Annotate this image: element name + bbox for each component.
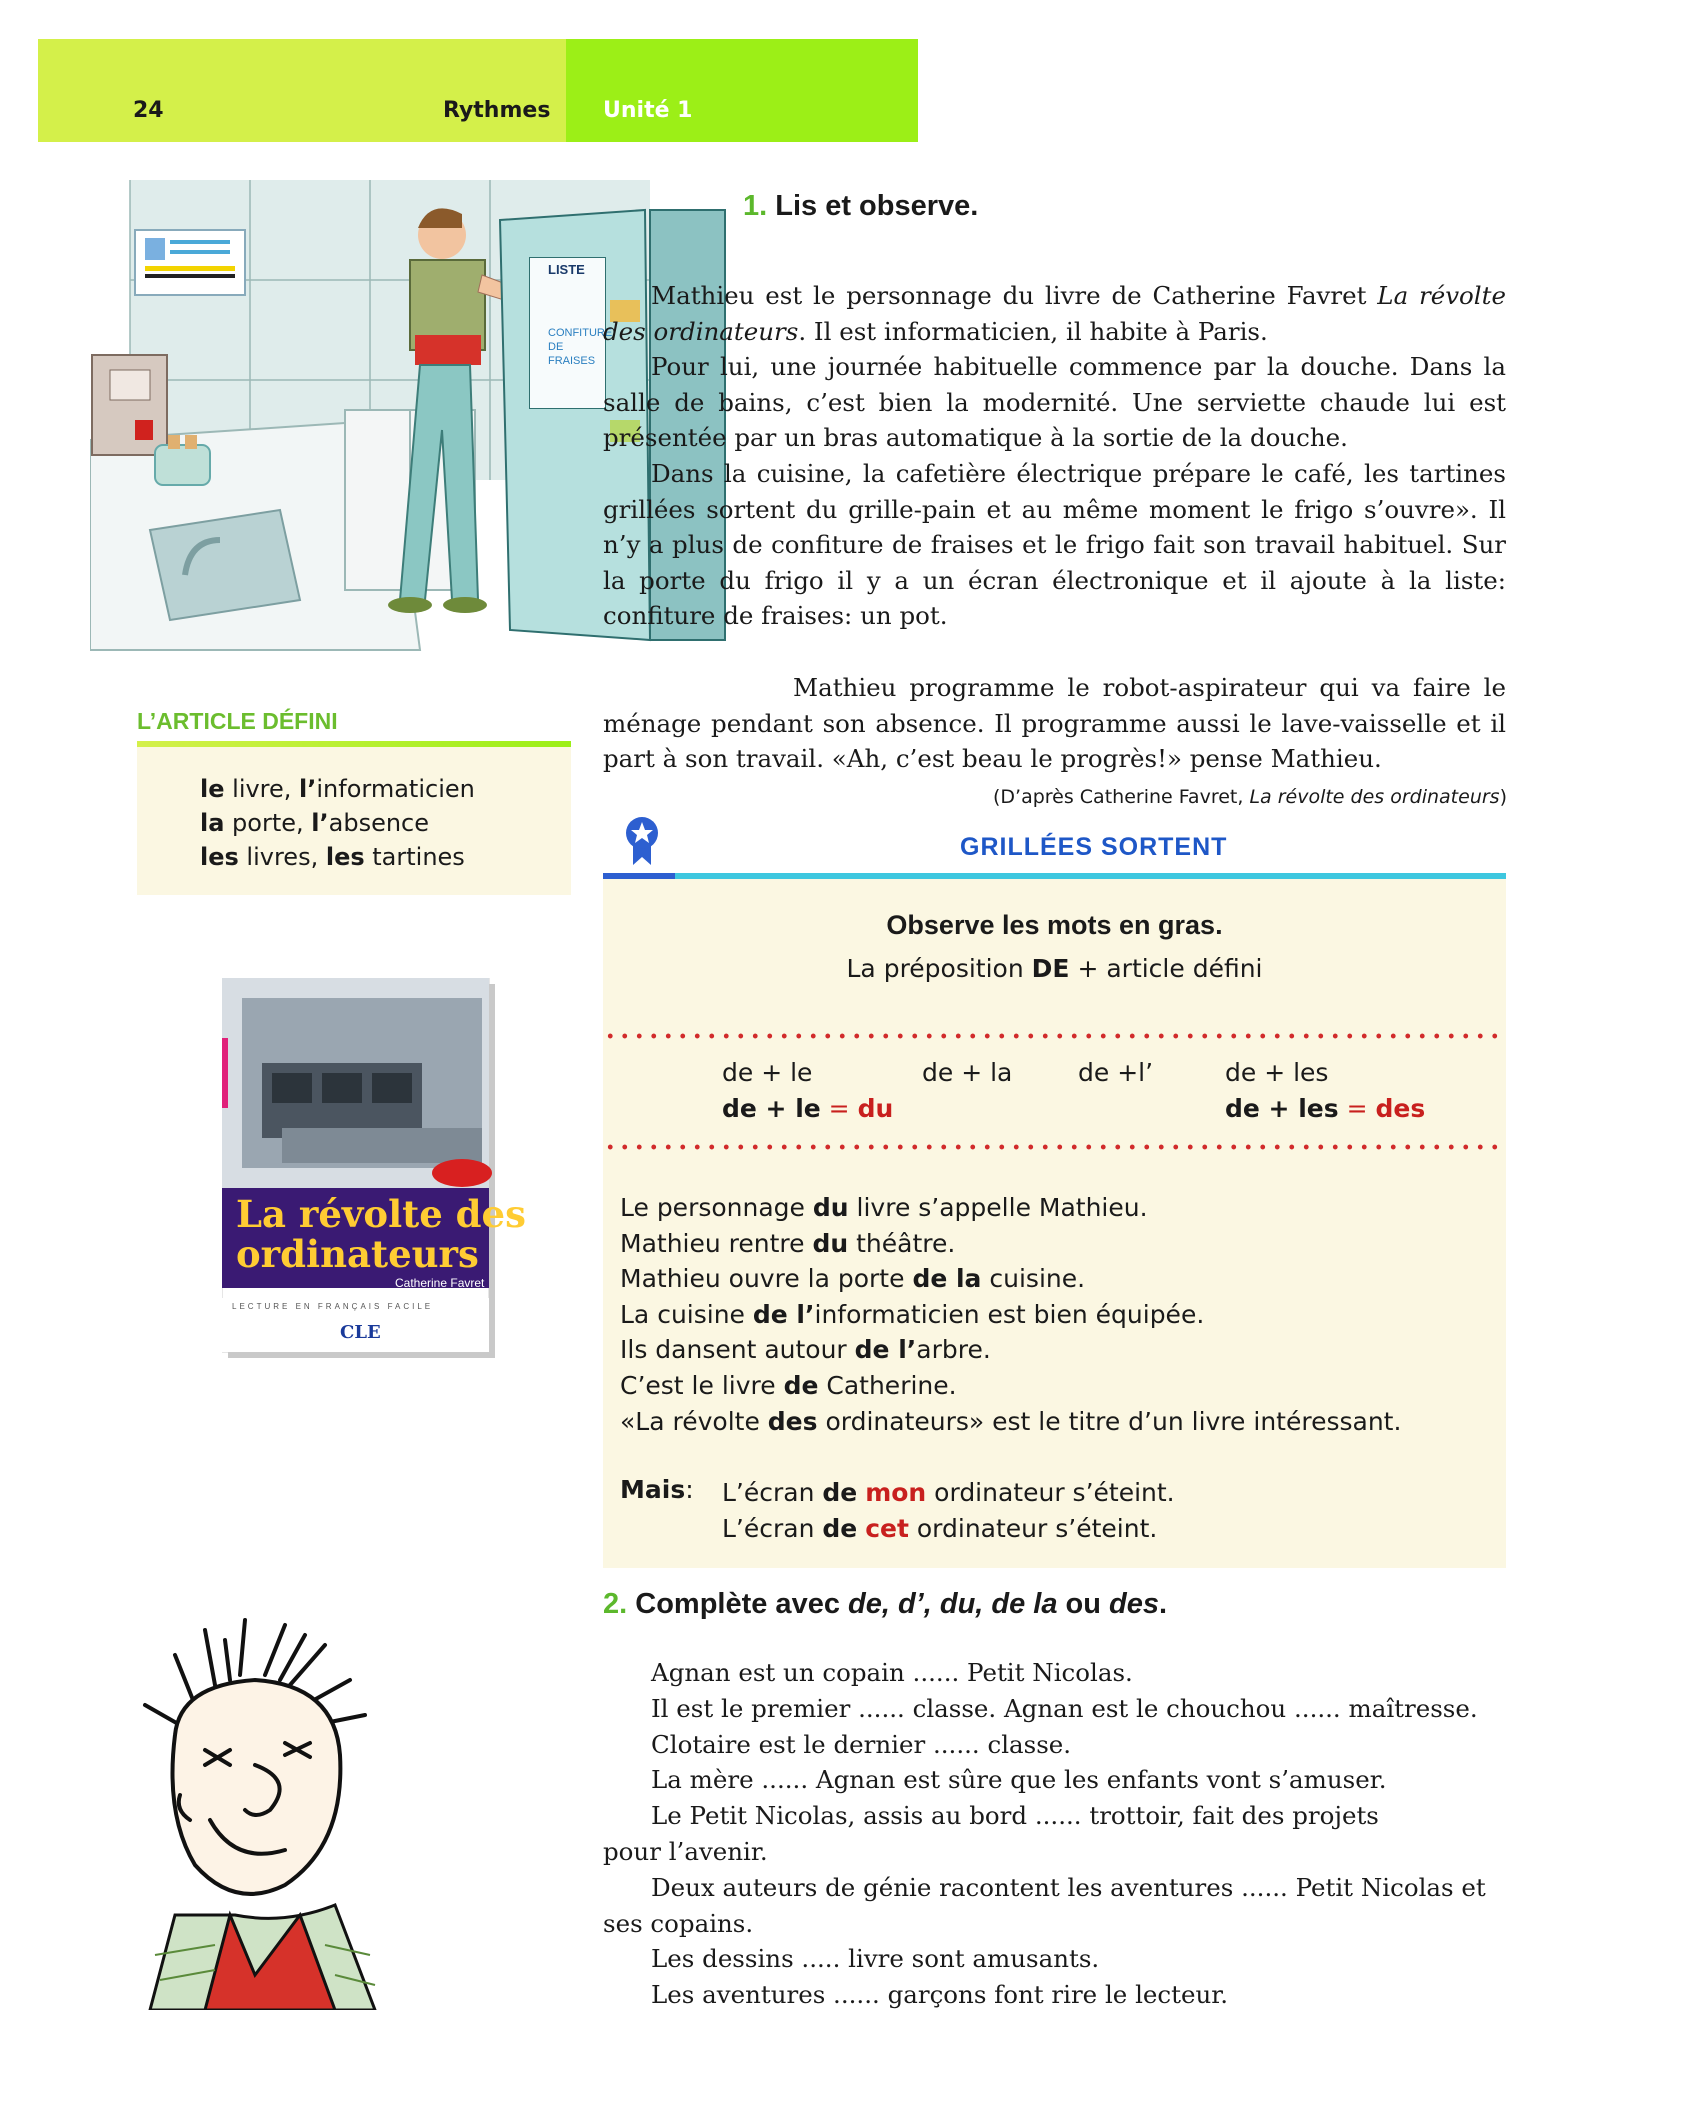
example-text: ordinateurs» est le titre d’un livre intéressant. — [817, 1406, 1402, 1436]
exercise2-line: Le Petit Nicolas, assis au bord ...... trottoir, fait des projets pour l’avenir. — [603, 1801, 1379, 1866]
book-cover-image — [222, 978, 495, 1358]
mais-text: L’écran — [722, 1513, 823, 1543]
example-text: livre s’appelle Mathieu. — [848, 1193, 1148, 1222]
exercise1-number: 1. — [743, 190, 768, 222]
exercise1-title: Lis et observe. — [775, 190, 979, 222]
source-prefix: (D’après Catherine Favret, — [992, 786, 1250, 808]
example-bold: de l’ — [854, 1335, 917, 1365]
article-word: les — [200, 843, 239, 871]
header-band-right — [566, 39, 918, 142]
example-text: La cuisine — [620, 1299, 753, 1329]
exercise2-title: . — [1159, 1588, 1168, 1620]
contraction-du — [722, 1094, 893, 1123]
book-cover-publisher: CLE — [340, 1322, 381, 1343]
contraction-result: des — [1375, 1094, 1426, 1123]
noun-text: informaticien — [316, 775, 475, 803]
article-word: l’ — [311, 809, 329, 837]
book-cover-author: Catherine Favret — [395, 1276, 485, 1290]
article-word: les — [325, 843, 365, 871]
subtitle-bold: DE — [1031, 954, 1070, 983]
subtitle-text: La préposition — [846, 954, 1032, 983]
paragraph-text: Dans la cuisine, la cafetière électrique prépare le café, les tartines grillées sortent du grille-pain et au même moment le frigo s’ouvre». Il n’y a plus de confiture de fraises et le frigo fait son travail habituel. Sur la porte du frigo il y a un écran électronique et il ajoute à la liste: confiture de fraises: un pot. — [603, 458, 1506, 631]
equals-sign: = — [1338, 1094, 1376, 1123]
reading-paragraph-1 — [603, 278, 1506, 349]
fridge-note-item: CONFITURE DE FRAISES — [548, 327, 613, 367]
exercise2-title-items: de, d’, du, de la — [848, 1588, 1058, 1620]
mais-de: de — [822, 1478, 858, 1507]
mais-text: ordinateur s’éteint. — [908, 1513, 1158, 1543]
contraction-lhs: de + les — [1225, 1094, 1339, 1123]
example-text: Mathieu rentre — [620, 1228, 813, 1258]
article-defini-underline — [137, 741, 571, 747]
source-title: La révolte des ordinateurs — [1249, 786, 1500, 808]
noun-text: tartines — [364, 843, 465, 871]
example-bold: du — [812, 1228, 849, 1258]
mais-examples — [722, 1475, 1175, 1546]
example-text: Le personnage — [620, 1193, 813, 1222]
example-bold: du — [812, 1193, 849, 1222]
paragraph-text: . Il est informaticien, il habite à Paris. — [798, 316, 1268, 346]
exercise2-sentences — [603, 1655, 1506, 2013]
header-band-left — [38, 39, 566, 142]
exercise2-line: Les dessins ..... livre sont amusants. — [651, 1944, 1100, 1974]
unit-label: Unité 1 — [603, 98, 693, 123]
source-citation — [993, 786, 1507, 808]
noun-text: livres, — [238, 843, 326, 871]
paragraph-text: Mathieu est le personnage du livre de Catherine Favret — [651, 281, 1378, 310]
mais-de: de — [822, 1513, 858, 1543]
example-bold: de l’ — [752, 1299, 815, 1329]
exercise2-line: Clotaire est le dernier ...... classe. — [651, 1729, 1072, 1759]
example-line — [620, 1332, 1401, 1368]
article-defini-examples — [200, 772, 475, 874]
section-title: Rythmes — [443, 98, 551, 123]
reading-paragraph-3 — [603, 456, 1506, 634]
article-word: le — [200, 775, 225, 803]
exercise2-title: Complète avec — [635, 1588, 849, 1620]
book-cover-title-line: ordinateurs — [236, 1232, 479, 1276]
example-line — [620, 1190, 1401, 1226]
exercise2-title: ou — [1057, 1588, 1110, 1620]
example-bold: de la — [912, 1264, 982, 1294]
book-cover-title — [236, 1194, 526, 1274]
example-line — [620, 1404, 1401, 1440]
example-text: Mathieu ouvre la porte — [620, 1264, 913, 1294]
example-text: C’est le livre — [620, 1370, 784, 1400]
example-text: informaticien est bien équipée. — [814, 1299, 1205, 1329]
mais-determiner: mon — [865, 1478, 927, 1507]
reading-paragraph-4 — [603, 670, 1506, 777]
example-line — [620, 1368, 1401, 1404]
paragraph-text: Mathieu programme le robot-aspirateur qui va faire le ménage pendant son absence. Il programme aussi le lave-vaisselle et il part à son travail. «Ah, c’est beau le progrès!» pense Mathieu. — [603, 673, 1506, 774]
article-line — [200, 806, 475, 840]
exercise2-title-items: des — [1109, 1588, 1160, 1620]
noun-text: livre, — [224, 775, 300, 803]
contraction-result: du — [857, 1094, 894, 1123]
star-ribbon-icon — [625, 815, 659, 865]
book-title-italic: La révolte des ordinateurs — [603, 281, 1506, 346]
mais-determiner: cet — [865, 1513, 909, 1543]
example-bold: des — [767, 1406, 818, 1436]
exercise2-line: Les aventures ...... garçons font rire le lecteur. — [651, 1980, 1229, 2010]
fridge-note-heading: LISTE — [548, 262, 585, 277]
article-word: la — [200, 809, 225, 837]
contraction-lhs: de + le — [722, 1094, 821, 1123]
example-text: cuisine. — [981, 1264, 1086, 1294]
grammar-examples — [620, 1190, 1401, 1439]
example-text: «La révolte — [620, 1406, 768, 1436]
article-line — [200, 840, 475, 874]
example-bold: de — [783, 1370, 819, 1400]
article-line — [200, 772, 475, 806]
example-text: Ils dansent autour — [620, 1335, 855, 1365]
grammar-observe: Observe les mots en gras. — [886, 910, 1223, 940]
example-text: Catherine. — [818, 1370, 957, 1400]
example-text: théâtre. — [848, 1228, 956, 1258]
example-line — [620, 1226, 1401, 1262]
book-cover-series: LECTURE EN FRANÇAIS FACILE — [232, 1302, 434, 1311]
example-text: arbre. — [916, 1335, 991, 1365]
mais-colon: : — [685, 1475, 694, 1504]
source-suffix: ) — [1499, 786, 1507, 808]
exercise2-line: Agnan est un copain ...... Petit Nicolas. — [651, 1658, 1133, 1687]
exercise2-line: La mère ...... Agnan est sûre que les enfants vont s’amuser. — [651, 1765, 1387, 1795]
example-line — [620, 1297, 1401, 1333]
article-word: l’ — [299, 775, 317, 803]
exercise2-line: Il est le premier ...... classe. Agnan est le chouchou ...... maîtresse. — [651, 1693, 1478, 1723]
exercise2-number: 2. — [603, 1588, 628, 1620]
mais-line — [722, 1475, 1175, 1511]
noun-text: absence — [328, 809, 430, 837]
contraction-cell: de + les — [1225, 1058, 1329, 1087]
boy-illustration — [135, 1615, 465, 2010]
exercise2-heading — [603, 1588, 1167, 1621]
grammar-title: GRILLÉES SORTENT — [960, 833, 1228, 861]
noun-text: porte, — [224, 809, 312, 837]
mais-text: L’écran — [722, 1478, 823, 1507]
mais-line — [722, 1511, 1175, 1547]
grammar-subtitle — [603, 954, 1506, 983]
dotted-divider — [603, 1033, 1506, 1039]
contraction-cell: de + le — [722, 1058, 813, 1087]
exercise1-heading — [743, 190, 978, 223]
contraction-cell: de + la — [922, 1058, 1013, 1087]
mais-word: Mais — [620, 1475, 686, 1504]
exercise2-line: Deux auteurs de génie racontent les aventures ...... Petit Nicolas et ses copains. — [603, 1872, 1486, 1938]
mais-label — [620, 1475, 694, 1504]
article-defini-title: L’ARTICLE DÉFINI — [137, 708, 338, 734]
book-cover-title-line: La révolte des — [236, 1192, 526, 1236]
contraction-cell: de +l’ — [1078, 1058, 1154, 1087]
page-number: 24 — [133, 98, 164, 123]
reading-paragraph-2 — [603, 349, 1506, 456]
equals-sign: = — [820, 1094, 858, 1123]
example-line — [620, 1261, 1401, 1297]
dotted-divider — [603, 1144, 1506, 1150]
contraction-des — [1225, 1094, 1425, 1123]
subtitle-text: + article défini — [1069, 954, 1263, 983]
paragraph-text: Pour lui, une journée habituelle commence par la douche. Dans la salle de bains, c’est bien la modernité. Une serviette chaude lui est présentée par un bras automatique à la sortie de la douche. — [603, 352, 1506, 453]
reading-text — [603, 278, 1506, 634]
mais-text: ordinateur s’éteint. — [926, 1478, 1175, 1507]
